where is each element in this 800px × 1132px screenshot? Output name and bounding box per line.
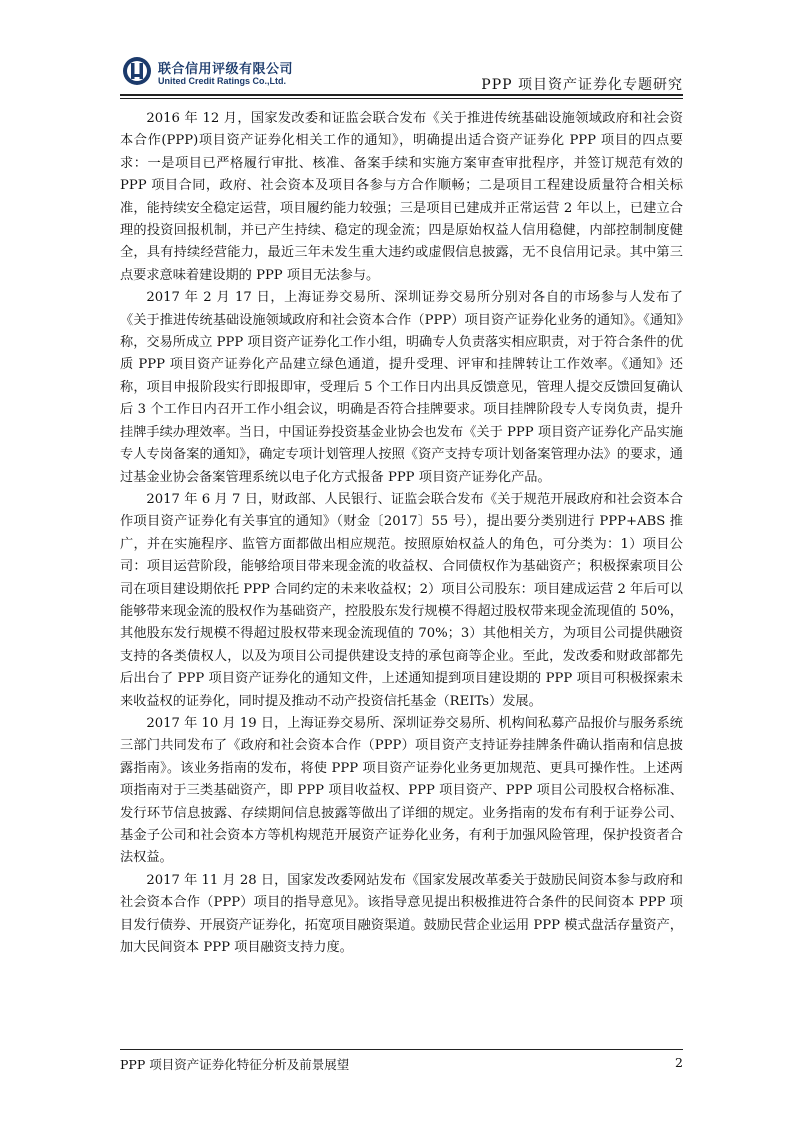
header-divider-thin	[120, 98, 683, 99]
company-name-cn: 联合信用评级有限公司	[158, 62, 294, 77]
document-body	[120, 108, 683, 959]
footer-divider	[120, 1049, 683, 1050]
report-header-title: PPP 项目资产证券化专题研究	[481, 77, 683, 93]
paragraph: 2017 年 10 月 19 日，上海证券交易所、深圳证券交易所、机构间私募产品报价与服务系统三部门共同发布了《政府和社会资本合作（PPP）项目资产支持证券挂牌条件确认指南和信息披露指南》。该业务指南的发布，将使 PPP 项目资产证券化业务更加规范、更具可操作性。上述两项指南对于三类基础资产，即 PPP 项目收益权、PPP 项目资产、PPP 项目公司股权合格标准、发行环节信息披露、存续期间信息披露等做出了详细的规定。业务指南的发布有利于证券公司、基金子公司和社会资本方等机构规范开展资产证券化业务，有利于加强风险管理，保护投资者合法权益。	[120, 715, 683, 866]
paragraph: 2017 年 2 月 17 日，上海证券交易所、深圳证券交易所分别对各自的市场参与人发布了《关于推进传统基础设施领域政府和社会资本合作（PPP）项目资产证券化业务的通知》。《通知》称，交易所成立 PPP 项目资产证券化工作小组，明确专人负责落实相应职责，对于符合条件的优质 PPP 项目资产证券化产品建立绿色通道，提升受理、评审和挂牌转让工作效率。《通知》还称，项目申报阶段实行即报即审，受理后 5 个工作日内出具反馈意见，管理人提交反馈回复确认后 3 个工作日内召开工作小组会议，明确是否符合挂牌要求。项目挂牌阶段专人专岗负责，提升挂牌手续办理效率。当日，中国证券投资基金业协会也发布《关于 PPP 项目资产证券化产品实施专人专岗备案的通知》，确定专项计划管理人按照《资产支持专项计划备案管理办法》的要求，通过基金业协会备案管理系统以电子化方式报备 PPP 项目资产证券化产品。	[120, 290, 683, 485]
page-header	[120, 52, 683, 97]
paragraph: 2017 年 6 月 7 日，财政部、人民银行、证监会联合发布《关于规范开展政府和社会资本合作项目资产证券化有关事宜的通知》（财金〔2017〕55 号），提出要分类别进行 PPP+ABS 推广，并在实施程序、监管方面都做出相应规范。按照原始权益人的角色，可分类为：1）项目公司：项目运营阶段，能够给项目带来现金流的收益权、合同债权作为基础资产；积极探索项目公司在项目建设期依托 PPP 合同约定的未来收益权；2）项目公司股东：项目建成运营 2 年后可以能够带来现金流的股权作为基础资产，控股股东发行规模不得超过股权带来现金流现值的 50%，其他股东发行规模不得超过股权带来现金流现值的 70%；3）其他相关方，为项目公司提供融资支持的各类债权人，以及为项目公司提供建设支持的承包商等企业。至此，发改委和财政部都先后出台了 PPP 项目资产证券化的通知文件，上述通知提到项目建设期的 PPP 项目可积极探索未来收益权的证券化，同时提及推动不动产投资信托基金（REITs）发展。	[120, 491, 683, 709]
page-number: 2	[675, 1055, 683, 1070]
company-logo-icon	[122, 56, 152, 86]
paragraph: 2016 年 12 月，国家发改委和证监会联合发布《关于推进传统基础设施领域政府和社会资本合作(PPP)项目资产证券化相关工作的通知》，明确提出适合资产证券化 PPP 项目的四点要求：一是项目已严格履行审批、核准、备案手续和实施方案审查审批程序，并签订规范有效的 PPP 项目合同，政府、社会资本及项目各参与方合作顺畅；二是项目工程建设质量符合相关标准，能持续安全稳定运营，项目履约能力较强；三是项目已建成并正常运营 2 年以上，已建立合理的投资回报机制，并已产生持续、稳定的现金流；四是原始权益人信用稳健，内部控制制度健全，具有持续经营能力，最近三年未发生重大违约或虚假信息披露，无不良信用记录。其中第三点要求意味着建设期的 PPP 项目无法参与。	[120, 111, 683, 283]
paragraph: 2017 年 11 月 28 日，国家发改委网站发布《国家发展改革委关于鼓励民间资本参与政府和社会资本合作（PPP）项目的指导意见》。该指导意见提出积极推进符合条件的民间资本 PPP 项目发行债券、开展资产证券化，拓宽项目融资渠道。鼓励民营企业运用 PPP 模式盘活存量资产，加大民间资本 PPP 项目融资支持力度。	[120, 872, 683, 956]
footer-report-title: PPP 项目资产证券化特征分析及前景展望	[120, 1057, 350, 1072]
company-name-en: United Credit Ratings Co.,Ltd.	[158, 76, 286, 86]
header-divider	[120, 94, 683, 96]
